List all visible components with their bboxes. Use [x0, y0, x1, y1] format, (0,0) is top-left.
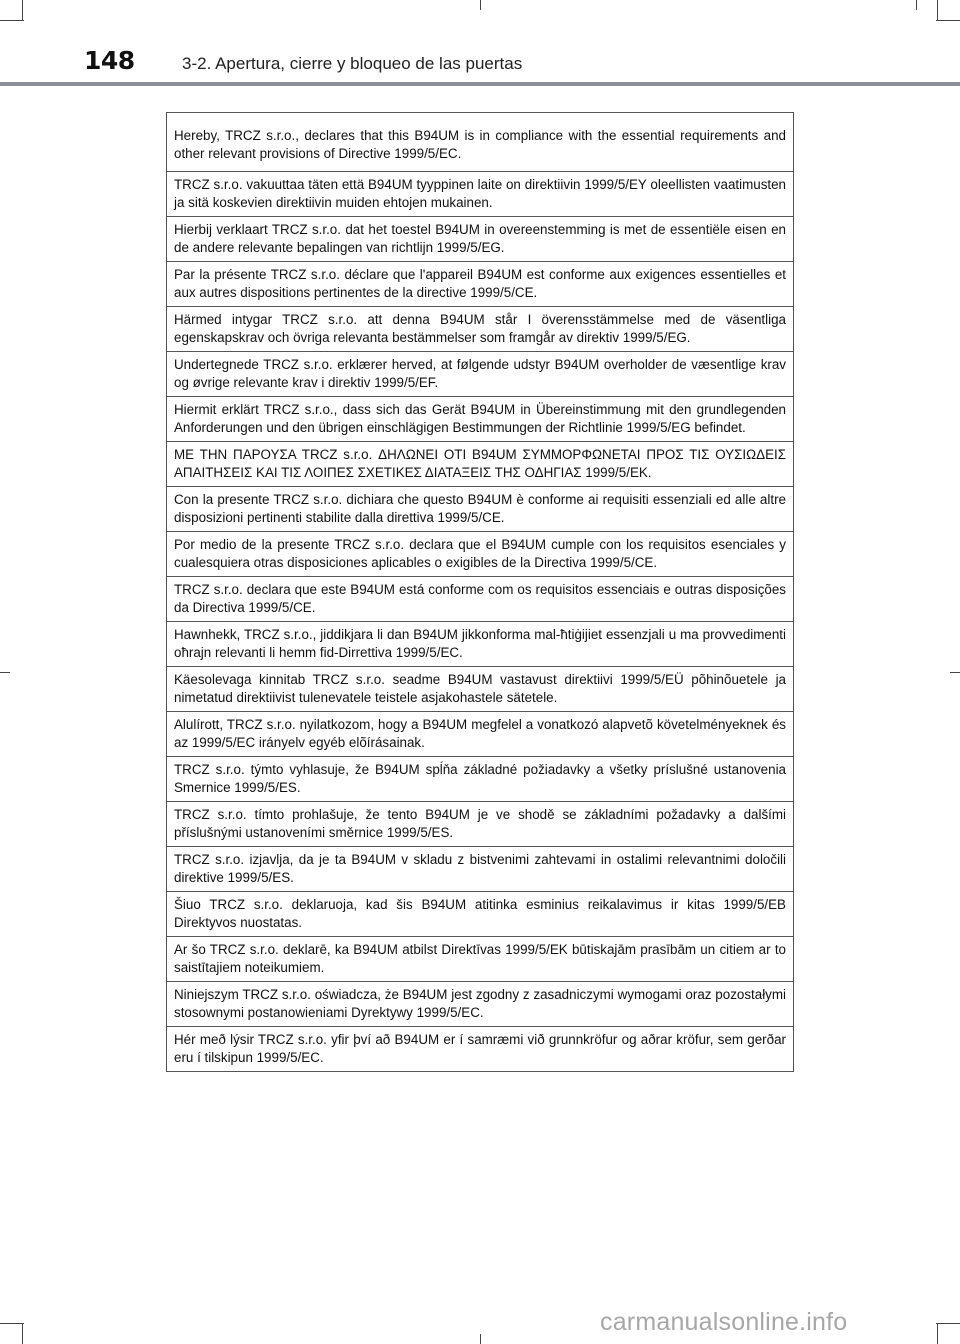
crop-mark: [936, 20, 960, 21]
crop-mark: [0, 20, 24, 21]
declaration-row-sv: Härmed intygar TRCZ s.r.o. att denna B94UM står I överensstämmelse med de väsentliga egenskapskrav och övriga relevanta bestämmelser som framgår av direktiv 1999/5/EG.: [167, 307, 793, 352]
crop-mark: [0, 672, 10, 673]
crop-mark: [936, 1323, 960, 1324]
declaration-row-es: Por medio de la presente TRCZ s.r.o. declara que el B94UM cumple con los requisitos esenciales y cualesquiera otras disposiciones aplicables o exigibles de la Directiva 1999/5/CE.: [167, 532, 793, 577]
declaration-row-sl: TRCZ s.r.o. izjavlja, da je ta B94UM v skladu z bistvenimi zahtevami in ostalimi relevantnimi določili direktive 1999/5/ES.: [167, 847, 793, 892]
declaration-row-da: Undertegnede TRCZ s.r.o. erklærer herved, at følgende udstyr B94UM overholder de væsentlige krav og øvrige relevante krav i direktiv 1999/5/EF.: [167, 352, 793, 397]
declaration-row-de: Hiermit erklärt TRCZ s.r.o., dass sich das Gerät B94UM in Übereinstimmung mit den grundlegenden Anforderungen und den übrigen einschlägigen Bestimmungen der Richtlinie 1999/5/EG befindet.: [167, 397, 793, 442]
crop-mark: [916, 0, 917, 10]
declaration-row-mt: Hawnhekk, TRCZ s.r.o., jiddikjara li dan B94UM jikkonforma mal-ħtiġijiet essenzjali u ma provvedimenti oħrajn relevanti li hemm fid-Dirrettiva 1999/5/EC.: [167, 622, 793, 667]
crop-mark: [22, 0, 23, 20]
declaration-row-hu: Alulírott, TRCZ s.r.o. nyilatkozom, hogy a B94UM megfelel a vonatkozó alapvetõ követelményeknek és az 1999/5/EC irányelv egyéb elõírásainak.: [167, 712, 793, 757]
crop-mark: [0, 1323, 24, 1324]
crop-mark: [22, 1324, 23, 1344]
declaration-row-is: Hér með lýsir TRCZ s.r.o. yfir því að B94UM er í samræmi við grunnkröfur og aðrar kröfur, sem gerðar eru í tilskipun 1999/5/EC.: [167, 1027, 793, 1072]
declaration-row-el: ΜΕ ΤΗΝ ΠΑΡΟΥΣΑ TRCZ s.r.o. ΔΗΛΩΝΕΙ ΟΤΙ B94UM ΣΥΜΜΟΡΦΩΝΕΤΑΙ ΠΡΟΣ ΤΙΣ ΟΥΣΙΩΔΕΙΣ ΑΠΑΙΤΗΣΕΙΣ ΚΑΙ ΤΙΣ ΛΟΙΠΕΣ ΣΧΕΤΙΚΕΣ ΔΙΑΤΑΞΕΙΣ ΤΗΣ ΟΔΗΓΙΑΣ 1999/5/ΕΚ.: [167, 442, 793, 487]
crop-mark: [937, 0, 938, 20]
crop-mark: [937, 1324, 938, 1344]
declaration-row-fi: TRCZ s.r.o. vakuuttaa täten että B94UM tyyppinen laite on direktiivin 1999/5/EY oleellisten vaatimusten ja sitä koskevien direktiivin muiden ehtojen mukainen.: [167, 172, 793, 217]
crop-mark: [480, 0, 481, 10]
watermark: carmanualsonline.info: [600, 1308, 848, 1336]
declaration-row-nl: Hierbij verklaart TRCZ s.r.o. dat het toestel B94UM in overeenstemming is met de essentiële eisen en de andere relevante bepalingen van richtlijn 1999/5/EG.: [167, 217, 793, 262]
declaration-row-sk: TRCZ s.r.o. týmto vyhlasuje, že B94UM spĺňa základné požiadavky a všetky príslušné ustanovenia Smernice 1999/5/ES.: [167, 757, 793, 802]
declaration-row-cs: TRCZ s.r.o. tímto prohlašuje, že tento B94UM je ve shodě se základními požadavky a dalšími příslušnými ustanoveními směrnice 1999/5/ES.: [167, 802, 793, 847]
crop-mark: [950, 672, 960, 673]
declaration-row-en: Hereby, TRCZ s.r.o., declares that this B94UM is in compliance with the essential requirements and other relevant provisions of Directive 1999/5/EC.: [167, 113, 793, 172]
crop-mark: [480, 1334, 481, 1344]
section-title: 3-2. Apertura, cierre y bloqueo de las puertas: [182, 54, 523, 73]
declaration-row-lt: Šiuo TRCZ s.r.o. deklaruoja, kad šis B94UM atitinka esminius reikalavimus ir kitas 1999/5/EB Direktyvos nuostatas.: [167, 892, 793, 937]
declaration-row-it: Con la presente TRCZ s.r.o. dichiara che questo B94UM è conforme ai requisiti essenziali ed alle altre disposizioni pertinenti stabilite dalla direttiva 1999/5/CE.: [167, 487, 793, 532]
declaration-row-pt: TRCZ s.r.o. declara que este B94UM está conforme com os requisitos essenciais e outras disposições da Directiva 1999/5/CE.: [167, 577, 793, 622]
declaration-row-et: Käesolevaga kinnitab TRCZ s.r.o. seadme B94UM vastavust direktiivi 1999/5/EÜ põhinõuetele ja nimetatud direktiivist tulenevatele teistele asjakohastele sätetele.: [167, 667, 793, 712]
page-header: [0, 46, 960, 86]
declaration-row-pl: Niniejszym TRCZ s.r.o. oświadcza, że B94UM jest zgodny z zasadniczymi wymogami oraz pozostałymi stosownymi postanowieniami Dyrektywy 1999/5/EC.: [167, 982, 793, 1027]
header-rule: [0, 82, 960, 86]
declaration-row-lv: Ar šo TRCZ s.r.o. deklarē, ka B94UM atbilst Direktīvas 1999/5/EK būtiskajām prasībām un citiem ar to saistītajiem noteikumiem.: [167, 937, 793, 982]
page-number: 148: [84, 46, 135, 75]
declaration-table: [166, 112, 794, 1072]
declaration-row-fr: Par la présente TRCZ s.r.o. déclare que l'appareil B94UM est conforme aux exigences essentielles et aux autres dispositions pertinentes de la directive 1999/5/CE.: [167, 262, 793, 307]
